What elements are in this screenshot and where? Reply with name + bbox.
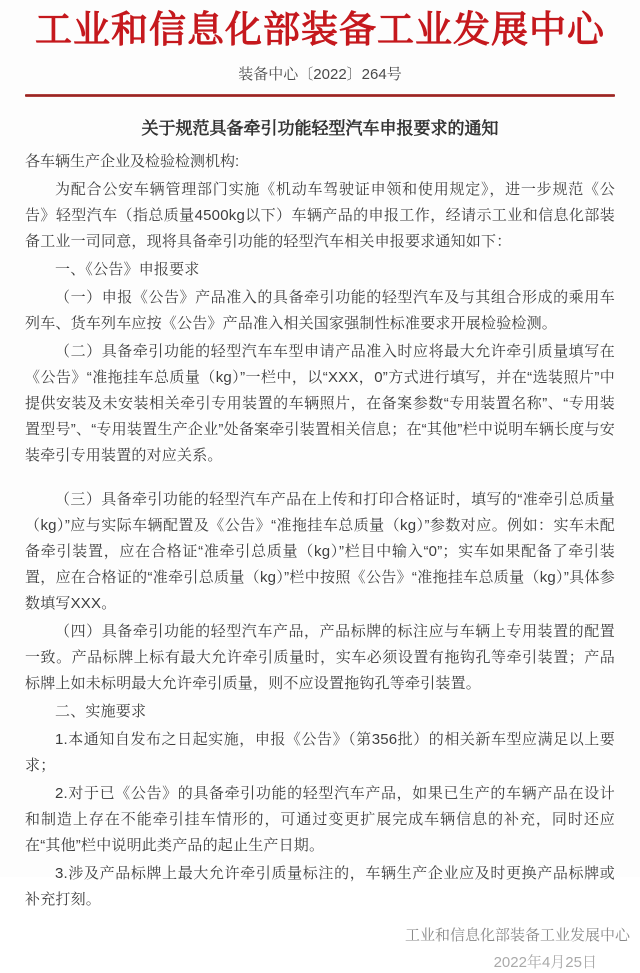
section-2-item-1: 1.本通知自发布之日起实施，申报《公告》（第356批）的相关新车型应满足以上要求； [25, 731, 615, 774]
section-1-heading: 一、《公告》申报要求 [55, 261, 200, 278]
intro-paragraph: 为配合公安车辆管理部门实施《机动车驾驶证申领和使用规定》，进一步规范《公告》轻型汽车（指总质量4500kg以下）车辆产品的申报工作，经请示工业和信息化部装备工业一司同意，现将具备牵引功能的轻型汽车相关申报要求通知如下： [25, 181, 615, 250]
salutation: 各车辆生产企业及检验检测机构: [25, 153, 240, 170]
letterhead-org-title: 工业和信息化部装备工业发展中心 [35, 7, 605, 51]
signature-date: 2022年4月25日 [493, 954, 597, 971]
document-number: 装备中心〔2022〕264号 [238, 66, 402, 83]
signature-org: 工业和信息化部装备工业发展中心 [404, 927, 630, 944]
section-2-item-3: 3.涉及产品标牌上最大允许牵引质量标注的，车辆生产企业应及时更换产品标牌或补充打刻。 [25, 865, 615, 908]
signature-block [0, 925, 640, 973]
letterhead-divider [25, 94, 615, 97]
section-2-heading: 二、实施要求 [55, 703, 147, 720]
section-1-item-3: （三）具备牵引功能的轻型汽车产品在上传和打印合格证时，填写的“准牵引总质量（kg）”应与实际车辆配置及《公告》“准拖挂车总质量（kg）”参数对应。例如：实车未配备牵引装置，应在合格证“准牵引总质量（kg）”栏目中输入“0”；实车如果配备了牵引装置，应在合格证的“准牵引总质量（kg）”栏中按照《公告》“准拖挂车总质量（kg）”具体参数填写XXX。 [25, 491, 616, 612]
section-1-item-2: （二）具备牵引功能的轻型汽车车型申请产品准入时应将最大允许牵引质量填写在《公告》“准拖挂车总质量（kg）”一栏中，以“XXX，0”方式进行填写，并在“选装照片”中提供安装及未安装相关牵引专用装置的车辆照片，在备案参数“专用装置名称”、“专用装置型号”、“专用装置生产企业”处备案牵引装置相关信息；在“其他”栏中说明车辆长度与安装牵引专用装置的对应关系。 [25, 343, 615, 464]
section-1-item-4: （四）具备牵引功能的轻型汽车产品，产品标牌的标注应与车辆上专用装置的配置一致。产品标牌上标有最大允许牵引质量时，实车必须设置有拖钩孔等牵引装置；产品标牌上如未标明最大允许牵引质量，则不应设置拖钩孔等牵引装置。 [25, 623, 615, 692]
notice-title: 关于规范具备牵引功能轻型汽车申报要求的通知 [141, 119, 499, 138]
document-body [0, 117, 640, 913]
section-1-item-1: （一）申报《公告》产品准入的具备牵引功能的轻型汽车及与其组合形成的乘用车列车、货车列车应按《公告》产品准入相关国家强制性标准要求开展检验检测。 [25, 289, 615, 332]
section-2-item-2: 2.对于已《公告》的具备牵引功能的轻型汽车产品，如果已生产的车辆产品在设计和制造上存在不能牵引挂车情形的，可通过变更扩展完成车辆信息的补充，同时还应在“其他”栏中说明此类产品的起止生产日期。 [25, 785, 615, 854]
